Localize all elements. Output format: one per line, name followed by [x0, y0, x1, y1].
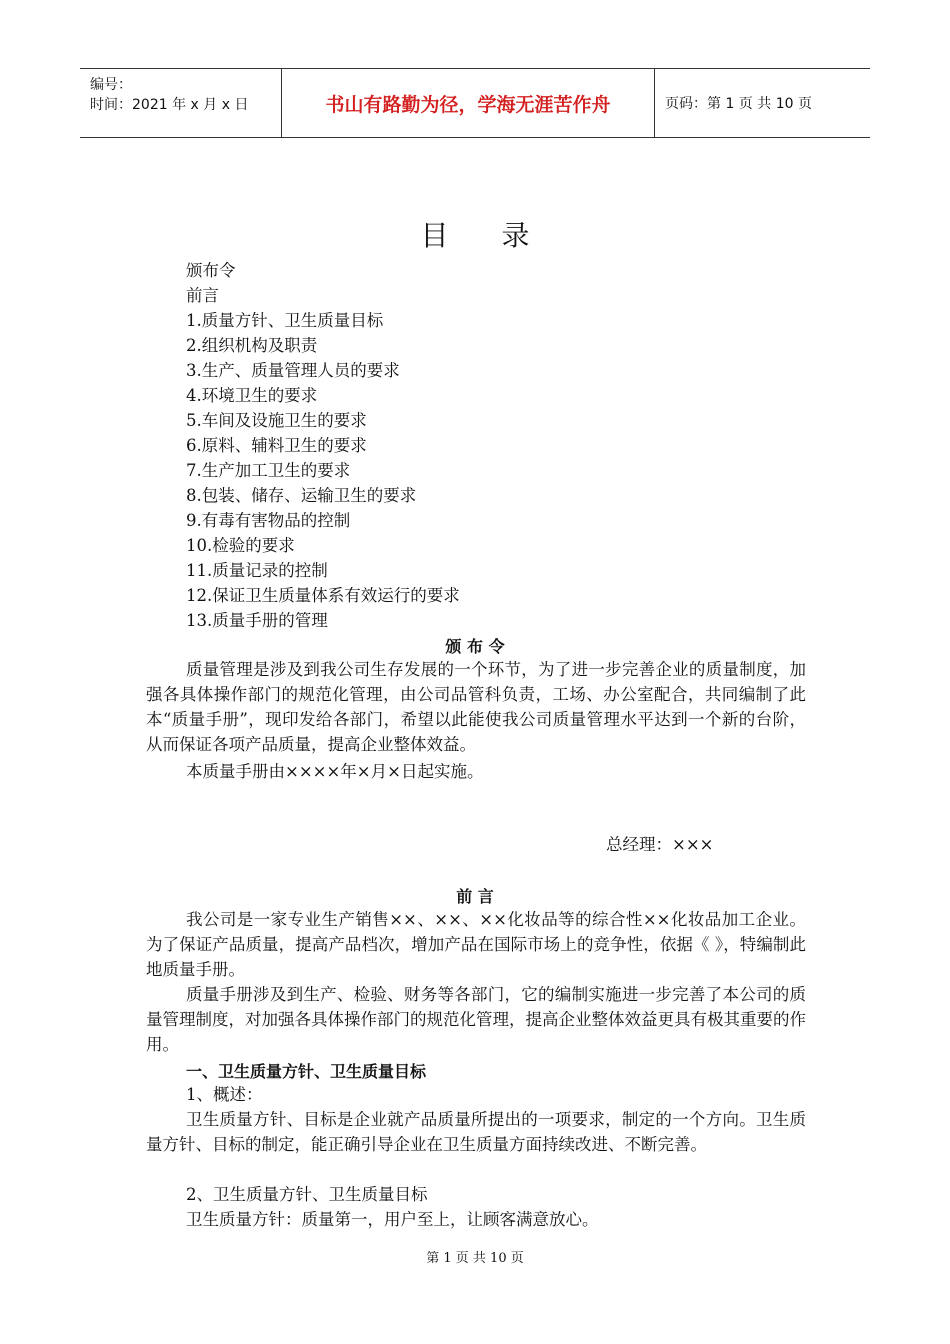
toc-item: 8.包装、储存、运输卫生的要求 — [186, 486, 417, 505]
time-label: 时间：2021 年 x 月 x 日 — [90, 97, 249, 113]
toc-item: 1.质量方针、卫生质量目标 — [186, 311, 384, 330]
toc-item: 前言 — [186, 286, 219, 305]
page-footer: 第 1 页 共 10 页 — [426, 1251, 524, 1266]
preface-paragraph: 我公司是一家专业生产销售××、××、××化妆品等的综合性××化妆品加工企业。为了保证产品质量，提高产品档次，增加产品在国际市场上的竞争性，依据《 》，特编制此地质量手册。 — [146, 910, 806, 979]
toc-item: 13.质量手册的管理 — [186, 611, 328, 630]
section-heading: 一、卫生质量方针、卫生质量目标 — [186, 1062, 427, 1081]
decree-signature: 总经理：××× — [606, 835, 714, 854]
subsection-heading: 1、概述： — [186, 1085, 263, 1104]
preface-paragraph: 质量手册涉及到生产、检验、财务等各部门，它的编制实施进一步完善了本公司的质量管理制度，对加强各具体操作部门的规范化管理，提高企业整体效益更具有极其重要的作用。 — [146, 985, 806, 1054]
decree-heading: 颁 布 令 — [445, 637, 505, 656]
subsection-heading: 2、卫生质量方针、卫生质量目标 — [186, 1185, 428, 1204]
toc-item: 6.原料、辅料卫生的要求 — [186, 436, 367, 455]
page-header — [80, 68, 870, 138]
decree-paragraph: 质量管理是涉及到我公司生存发展的一个环节，为了进一步完善企业的质量制度，加强各具体操作部门的规范化管理，由公司品管科负责，工场、办公室配合，共同编制了此本“质量手册”，现印发给各部门，希望以此能使我公司质量管理水平达到一个新的台阶，从而保证各项产品质量，提高企业整体效益。 — [146, 660, 806, 754]
toc-item: 2.组织机构及职责 — [186, 336, 318, 355]
toc-item: 3.生产、质量管理人员的要求 — [186, 361, 400, 380]
toc-list — [186, 258, 460, 633]
header-motto: 书山有路勤为径，学海无涯苦作舟 — [282, 69, 655, 137]
toc-item: 12.保证卫生质量体系有效运行的要求 — [186, 586, 460, 605]
section-paragraph: 卫生质量方针：质量第一，用户至上，让顾客满意放心。 — [186, 1210, 599, 1229]
toc-item: 4.环境卫生的要求 — [186, 386, 318, 405]
toc-item: 颁布令 — [186, 261, 236, 280]
number-label: 编号： — [90, 77, 132, 93]
toc-item: 5.车间及设施卫生的要求 — [186, 411, 367, 430]
preface-heading: 前 言 — [456, 887, 494, 906]
toc-title: 目 录 — [420, 219, 552, 252]
toc-item: 10.检验的要求 — [186, 536, 295, 555]
toc-item: 7.生产加工卫生的要求 — [186, 461, 351, 480]
header-meta — [80, 69, 282, 137]
toc-item: 11.质量记录的控制 — [186, 561, 328, 580]
section-paragraph: 卫生质量方针、目标是企业就产品质量所提出的一项要求，制定的一个方向。卫生质量方针、目标的制定，能正确引导企业在卫生质量方面持续改进、不断完善。 — [146, 1110, 806, 1154]
toc-item: 9.有毒有害物品的控制 — [186, 511, 351, 530]
decree-effective-date: 本质量手册由××××年×月×日起实施。 — [186, 762, 484, 781]
header-page-info: 页码：第 1 页 共 10 页 — [665, 96, 812, 112]
